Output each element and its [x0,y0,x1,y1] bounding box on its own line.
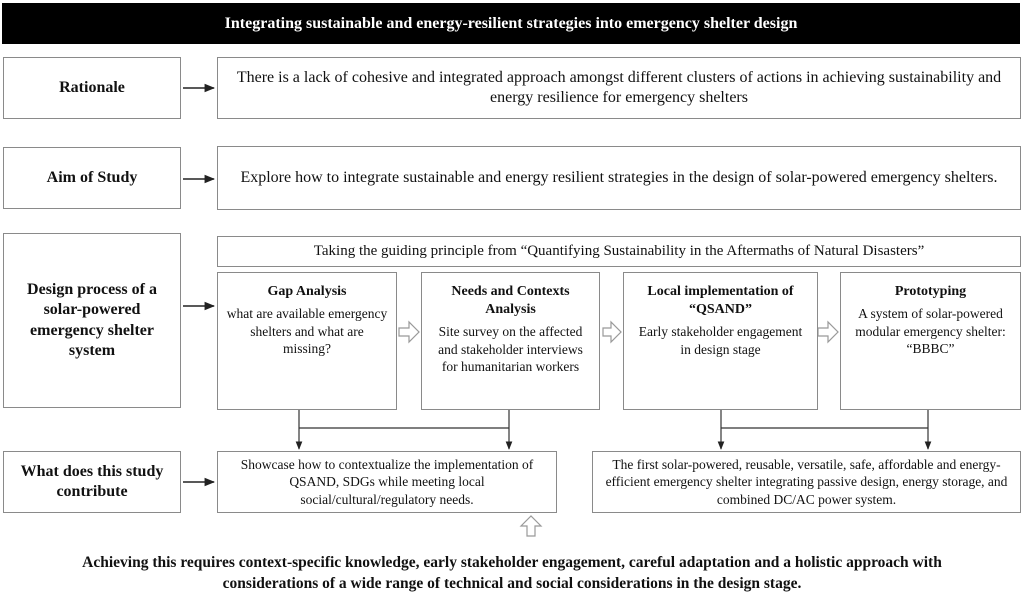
contribution-right: The first solar-powered, reusable, versatile, safe, affordable and energy-efficient emergency shelter integrating passive design, energy storage, and combined DC/AC power system. [592,451,1021,513]
conclusion-up-arrow [521,516,541,536]
stage-body: A system of solar-powered modular emergency shelter: “BBBC” [855,306,1006,357]
contribution-left: Showcase how to contextualize the implementation of QSAND, SDGs while meeting local social/cultural/regulatory needs. [217,451,557,513]
stage-arrow-1 [399,322,419,342]
stage-title: Gap Analysis [267,284,347,299]
stage-body: Site survey on the affected and stakeholder interviews for humanitarian workers [438,324,583,375]
stage-local-implementation [623,272,818,410]
stage-title: Needs and Contexts Analysis [451,284,570,318]
rationale-text: There is a lack of cohesive and integrated approach amongst different clusters of actions in achieving sustainability and energy resilience for emergency shelters [217,57,1021,119]
rationale-label: Rationale [3,57,181,119]
contribute-label: What does this study contribute [3,451,181,513]
stage-gap-analysis [217,272,397,410]
stage-body: what are available emergency shelters and what are missing? [226,306,388,357]
aim-text: Explore how to integrate sustainable and energy resilient strategies in the design of solar-powered emergency shelters. [217,146,1021,210]
stage-title: Prototyping [894,284,967,299]
stage-body: Early stakeholder engagement in design stage [638,324,803,357]
stage-arrow-2 [603,322,621,342]
stage-arrow-3 [818,322,838,342]
guiding-principle: Taking the guiding principle from “Quantifying Sustainability in the Aftermaths of Natural Disasters” [217,236,1021,267]
diagram-title: Integrating sustainable and energy-resilient strategies into emergency shelter design [2,3,1020,44]
stage-needs-analysis [421,272,600,410]
stage-prototyping [840,272,1021,410]
stage-title: Local implementation of “QSAND” [647,284,794,318]
conclusion-text: Achieving this requires context-specific knowledge, early stakeholder engagement, careful adaptation and a holistic approach with considerations of a wide range of technical and social considerations in the design stage. [3,542,1021,606]
aim-label: Aim of Study [3,147,181,209]
design-process-label: Design process of a solar-powered emergency shelter system [3,233,181,408]
